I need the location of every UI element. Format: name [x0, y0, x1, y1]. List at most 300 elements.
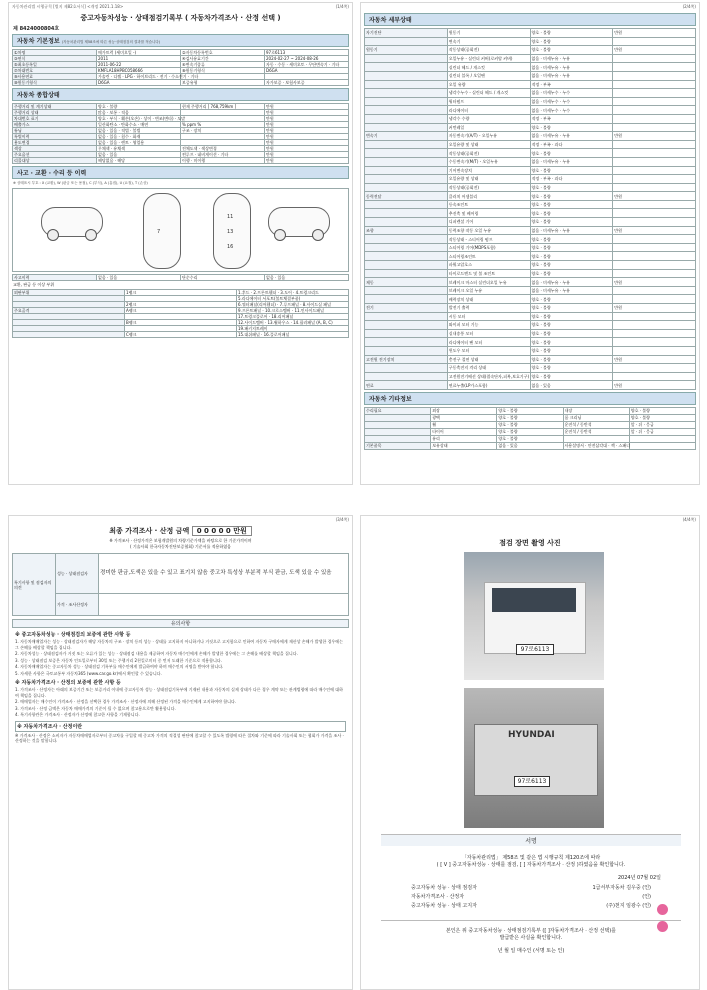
table-cell: 제동 [365, 278, 448, 287]
table-row [365, 114, 696, 123]
signature-text-1: 「자동차관리법」 제58조 및 같은 법 시행규칙 제120조에 따라 [461, 855, 601, 861]
table-cell: ④검사유효기간 [181, 56, 265, 62]
license-plate: 97로6113 [516, 644, 554, 655]
wheel-icon [274, 229, 286, 241]
table-cell[interactable]: 없음 · 있음 [265, 275, 349, 281]
table-cell[interactable]: 없음 · 있음 · 침수 · 화재 [97, 134, 181, 140]
license-plate-rear: 97로6113 [514, 776, 550, 787]
table-cell[interactable]: 일산화탄소 · 탄화수소 · 매연 [97, 122, 181, 128]
table-cell: 만원 [613, 192, 696, 201]
wheel-icon [85, 229, 97, 241]
table-row [365, 442, 696, 449]
table-cell: 특별이력 [13, 134, 97, 140]
table-cell[interactable]: 전체도색 · 색상변경 [181, 146, 265, 152]
table-cell [613, 37, 696, 46]
table-cell [613, 157, 696, 166]
table-cell: ③연식 [13, 56, 97, 62]
table-cell: 만원 [265, 116, 349, 122]
table-cell [365, 218, 448, 227]
table-cell[interactable]: 없음 · 있음 · 적법 · 불법 [97, 128, 181, 134]
table-cell[interactable]: 양호 · 불량 [530, 252, 613, 261]
table-cell [365, 89, 448, 98]
table-cell: 자동변속기(A/T) - 오일누유 [447, 132, 530, 141]
table-cell[interactable]: 양호 · 불량 [629, 414, 695, 421]
table-cell[interactable]: 많음 · 보통 · 적음 [97, 110, 181, 116]
table-cell[interactable]: 없음 · 있음 [97, 275, 181, 281]
table-cell[interactable]: 양호 · 불량 [497, 407, 563, 414]
table-row [365, 304, 696, 313]
table-cell[interactable]: 없음 · 미세누유 · 누유 [530, 71, 613, 80]
table-cell[interactable]: 양호 · 불량 [530, 346, 613, 355]
signature-role: 중고자동차 성능 · 상태 점검자 [411, 885, 477, 891]
table-cell [365, 435, 431, 442]
page2-header-right: (2/4쪽) [682, 4, 696, 9]
table-cell: 만원 [265, 104, 349, 110]
table-cell: 만원 [265, 152, 349, 158]
signature-name: 1급서부자동차 김우중 (인) [592, 885, 651, 891]
table-cell [613, 372, 696, 381]
table-cell[interactable]: 없음 · 미세누수 · 누수 [530, 89, 613, 98]
table-cell[interactable]: 없음 · 미세누수 · 누수 [530, 106, 613, 115]
table-row [365, 132, 696, 141]
opinion-label: 특기사항 및 점검자의 의견 [13, 554, 56, 616]
table-row [365, 346, 696, 355]
table-cell [365, 114, 448, 123]
opinion-text: 경미한 판금,도색은 있을 수 있고 표기치 않음 중고차 특성상 부분적 부식 판금, 도색 있을 수 있음 [99, 554, 349, 594]
table-cell [613, 106, 696, 115]
detail-state-table [364, 28, 696, 390]
table-cell[interactable]: 없음 · 미세누유 · 누유 [530, 132, 613, 141]
table-cell[interactable]: 6.쿼터패널(리어휀더) · 7.루프패널 · 8.사이드실 패널 [237, 302, 349, 308]
table-cell: 보유상태 [431, 442, 497, 449]
truck-front-photo [464, 552, 604, 680]
part-number: 13 [227, 229, 234, 235]
table-cell [365, 321, 448, 330]
table-cell[interactable]: 앞 · 뒤 · 응급 [629, 428, 695, 435]
table-cell: 튜닝 [13, 128, 97, 134]
table-cell: 작동상태(공회전) [447, 183, 530, 192]
table-cell[interactable]: 양호 · 불량 [530, 37, 613, 46]
table-cell: 전기 [365, 304, 448, 313]
table-cell[interactable]: 양호 · 불량 [530, 364, 613, 373]
table-cell[interactable]: 없음 · 미세누수 · 누수 [530, 97, 613, 106]
wheel-icon [47, 229, 59, 241]
table-cell[interactable]: 양호 · 불량 [530, 355, 613, 364]
table-cell: 기어변속장치 [447, 166, 530, 175]
final-price-title: 최종 가격조사 · 산정 금액 0 0 0 0 0 만원 [9, 526, 352, 536]
table-cell: 배력장치 상태 [447, 295, 530, 304]
table-row [365, 123, 696, 132]
table-cell[interactable]: 양호 · 불량 [530, 192, 613, 201]
table-cell [365, 209, 448, 218]
table-cell[interactable]: 썬루프 · 네비게이션 · 기타 [181, 152, 265, 158]
table-cell: C랭크 [125, 332, 237, 338]
table-cell: 구동축전지 격리 상태 [447, 364, 530, 373]
notice-item: 2. 매매업자는 매수인이 가격조사 · 산정을 선택한 경우 가격조사 · 산정자에 의해 산정된 가격을 매수인에게 고지하여야 합니다. [15, 699, 237, 704]
table-cell: 작동상태 - 스티어링 펌프 [447, 235, 530, 244]
notice-label: 유의사항 [12, 619, 349, 628]
table-cell[interactable]: 양호 · 불량 [530, 312, 613, 321]
table-cell[interactable]: 9.프론트패널 · 10.크로스멤버 · 11.인사이드패널 [237, 308, 349, 314]
signature-row [381, 901, 681, 910]
table-cell[interactable]: 양호 · 불량 [530, 218, 613, 227]
table-cell: 브레이크 오일 누유 [447, 286, 530, 295]
table-cell[interactable]: 양호 · 불량 [530, 166, 613, 175]
table-cell: 타이어 [431, 428, 497, 435]
table-cell[interactable]: 양호 · 불량 [530, 243, 613, 252]
page3-header-right: (3/4쪽) [335, 517, 349, 522]
notice1-list [9, 639, 352, 676]
signature-text-2: ( [ V ] 중고자동차성능 · 상태를 점검, [ ] 자동차가격조사 · 산정 )하였음을 확인합니다. [436, 862, 626, 868]
table-cell [365, 37, 448, 46]
table-cell [365, 183, 448, 192]
table-cell: 윈도우 모터 [447, 346, 530, 355]
table-cell: 원동기 [447, 29, 530, 38]
table-cell[interactable]: 양호 · 불량 [530, 123, 613, 132]
part-number: 16 [227, 244, 234, 250]
table-cell[interactable]: 없음 · 미세누유 · 누유 [530, 54, 613, 63]
table-cell: D6GA [265, 68, 349, 74]
table-cell[interactable]: 1.후드 · 2.프론트휀더 · 3.도어 · 4.트렁크리드 [237, 290, 349, 296]
table-cell: 와이퍼 모터 기능 [447, 321, 530, 330]
table-cell [613, 218, 696, 227]
table-cell: 만원 [613, 355, 696, 364]
table-cell [365, 149, 448, 158]
table-cell: 추진축 및 베어링 [447, 209, 530, 218]
signature-row [381, 883, 681, 892]
detail-state-header: 자동차 세부상태 [364, 13, 696, 26]
page-4 [360, 515, 700, 990]
table-cell: 차대번호 표기 [13, 116, 97, 122]
table-cell[interactable]: 양호 · 불량 [530, 235, 613, 244]
table-row [365, 261, 696, 270]
signature-name: (주)천지 임광수 (인) [606, 903, 651, 909]
car-damage-diagram [12, 188, 349, 272]
table-cell: ⑤최초등록일 [13, 62, 97, 68]
table-row [365, 218, 696, 227]
table-cell [365, 428, 431, 435]
table-cell [613, 269, 696, 278]
table-cell [365, 97, 448, 106]
table-cell[interactable]: 양호 · 불량 [530, 338, 613, 347]
table-cell[interactable]: 양호 · 불량 [530, 261, 613, 270]
page-1 [8, 2, 353, 485]
table-cell[interactable]: 자가보증 · 보험사보증 [265, 80, 349, 86]
table-row [365, 29, 696, 38]
table-row [365, 421, 696, 428]
table-row [13, 332, 349, 338]
table-cell [613, 183, 696, 192]
table-cell [613, 89, 696, 98]
photo-title: 점검 장면 촬영 사진 [499, 539, 561, 547]
table-cell: 만원 [613, 278, 696, 287]
truck-windshield [492, 588, 576, 612]
opinion-table [12, 553, 349, 616]
table-row [365, 435, 696, 442]
table-cell[interactable]: 양호 · 불량 [530, 304, 613, 313]
table-cell[interactable]: 없음 · 있음 · 렌트 · 영업용 [97, 140, 181, 146]
table-cell: 커먼레일 [447, 123, 530, 132]
table-cell[interactable]: 없음 · 미세누유 · 누유 [530, 226, 613, 235]
notice-item: 1. 가격조사 · 산정자는 아래의 보증기간 또는 보증거리 이내에 중고자동차 성능 · 상태점검기록부에 기재된 내용과 자동차의 실제 상태가 다른 경우 계약 또는 관계법령에 따라 매수인에 대하여 책임을 집니다. [15, 687, 343, 698]
notice2-title: ※ 자동차가격조사 · 산정의 보증에 관한 사항 등 [15, 680, 121, 686]
table-cell[interactable]: 자동 · 수동 · 세미오토 · 무단변속기 · 기타 [265, 62, 349, 68]
table-cell: 연료 [365, 381, 448, 390]
table-cell[interactable]: 양호 · 불량 [530, 329, 613, 338]
table-cell: 만원 [613, 46, 696, 55]
price-note: ※ 가격조사 · 산정가격은 보험개발원의 차량기준가액을 바탕으로 한 기준가격이며 [109, 538, 252, 543]
table-cell [365, 106, 448, 115]
table-cell[interactable]: 없음 · 있음 [97, 152, 181, 158]
table-cell: 오일 유량 [447, 80, 530, 89]
table-cell [613, 295, 696, 304]
table-cell: ⑩원동기형식 [13, 80, 97, 86]
part-number: 7 [157, 229, 161, 235]
table-cell [613, 235, 696, 244]
table-cell: 휠 [431, 421, 497, 428]
receipt-text: 본인은 위 중고자동차성능 · 상태점검기록부 ([ ]자동차가격조사 · 산정 선택)를 [381, 920, 681, 934]
table-cell [613, 286, 696, 295]
table-cell: 19.패키지트레이 [237, 326, 349, 332]
table-row [365, 243, 696, 252]
notice1-title: ※ 중고자동차성능 · 상태점검의 보증에 관한 사항 등 [15, 632, 131, 638]
table-cell: 만원 [265, 146, 349, 152]
table-row [365, 46, 696, 55]
table-row [365, 226, 696, 235]
table-cell[interactable]: 구조 · 장치 [181, 128, 265, 134]
table-cell: 1랭크 [125, 290, 237, 296]
table-cell[interactable]: 양호 · 불량 [530, 269, 613, 278]
table-cell: 만원 [613, 381, 696, 390]
table-cell [365, 54, 448, 63]
table-cell[interactable]: 없음 · 있음 [530, 381, 613, 390]
table-cell: 수동변속기(M/T) - 오일누유 [447, 157, 530, 166]
table-cell[interactable]: 17.트렁크플로어 · 18.리어패널 [237, 314, 349, 320]
table-row [365, 235, 696, 244]
table-cell[interactable]: 양호 · 불량 [497, 435, 563, 442]
opinion-appraiser-label: 가격 · 조사산정자 [56, 594, 99, 616]
table-cell [365, 295, 448, 304]
table-cell[interactable]: 적정 · 부족 · 과다 [530, 140, 613, 149]
table-cell [365, 157, 448, 166]
table-row [13, 80, 349, 86]
table-cell: 5.라디에이터 서포트(볼트체결부품) [237, 296, 349, 302]
table-cell [613, 71, 696, 80]
signature-section [381, 834, 681, 954]
table-cell: 주요옵션 [13, 152, 97, 158]
table-cell [613, 175, 696, 184]
table-cell[interactable]: 없음 · 미세누유 · 누유 [530, 157, 613, 166]
table-cell: 오일유량 및 상태 [447, 140, 530, 149]
table-cell: 만원 [265, 158, 349, 164]
record-number: 제 8424000804호 [13, 26, 60, 32]
table-cell [365, 421, 431, 428]
table-cell: 만원 [265, 140, 349, 146]
notice3-title: ※ 자동차가격조사 · 산정이란 [15, 721, 346, 732]
table-cell[interactable]: 12.사이드멤버 · 13.휠하우스 · 14.필러패널 (A, B, C) [237, 320, 349, 326]
notice3-text: ※ 가격조사 · 산정은 소비자가 자동차매매업자로부터 중고차를 구입할 때 중고차 가격의 적절성 판단에 참고할 수 있도록 법령에 따른 절차와 기준에 따라 기술사회 또는 협회가 가격을 조사 · 산정하는 것을 말합니다. [15, 732, 344, 743]
table-cell[interactable]: 무채색 · 유채색 [97, 146, 181, 152]
table-cell[interactable]: 적정 · 부족 · 과다 [530, 175, 613, 184]
table-cell: 룸 크리닝 [563, 414, 629, 421]
table-row [365, 166, 696, 175]
table-cell [613, 321, 696, 330]
table-cell [365, 71, 448, 80]
table-row [365, 89, 696, 98]
table-cell: 타이로드엔드 및 볼 조인트 [447, 269, 530, 278]
signature-role: 중고자동차 성능 · 상태 고지자 [411, 903, 477, 909]
table-row [365, 200, 696, 209]
table-cell [365, 372, 448, 381]
table-cell[interactable]: 없음 · 미세누유 · 누유 [530, 278, 613, 287]
table-cell[interactable]: 양호 · 불량 [530, 29, 613, 38]
table-cell[interactable]: 양호 · 불량 [530, 321, 613, 330]
table-cell: 보증유형 [181, 80, 265, 86]
table-cell: 시동 모터 [447, 312, 530, 321]
table-row [365, 209, 696, 218]
table-cell[interactable]: 가솔린 · 디젤 · LPG · 하이브리드 · 전기 · 수소전기 · 기타 [98, 74, 199, 79]
page4-header-right: (4/4쪽) [682, 517, 696, 522]
frame-title: 교환, 판금 등 이상 부위 [13, 282, 55, 287]
table-cell[interactable]: 양호 · 불량 [497, 428, 563, 435]
page-3 [8, 515, 353, 990]
table-cell: 외장 [431, 407, 497, 414]
table-cell[interactable]: 15.대쉬패널 · 16.플로어패널 [237, 332, 349, 338]
basic-info-header: 자동차 기본정보 (자동차관리법 제58조에 따른 성능·상태점검의 결과를 적습니다) [12, 34, 349, 47]
table-cell: 주요골격 [13, 308, 125, 314]
notice-item: 1. 자동차매매업자는 성능 · 상태점검자가 해당 자동차의 구조 · 장치 등의 성능 · 상태를 고지하지 아니하거나 거짓으로 고지함으로 인하여 자동차 구매자에게 재산상 손해가 발생한 경우에는 그 손해를 배상할 책임을 집니다. [15, 639, 343, 650]
table-cell[interactable]: 이행 · 미이행 [181, 158, 265, 164]
table-cell[interactable]: 양호 · 불량 [530, 183, 613, 192]
table-cell[interactable]: 없음 · 미세누유 · 누유 [530, 63, 613, 72]
table-row [365, 37, 696, 46]
table-cell: 용도변경 [13, 140, 97, 146]
overall-state-header: 자동차 종합상태 [12, 88, 349, 101]
table-cell [365, 140, 448, 149]
table-cell [365, 261, 448, 270]
table-cell[interactable]: 적정 · 부족 [530, 80, 613, 89]
table-cell[interactable]: 양호 · 불량 [530, 149, 613, 158]
table-cell [613, 312, 696, 321]
table-cell: 2024-02-27 ~ 2024-08-26 [265, 56, 349, 62]
table-cell: 내장 [563, 407, 629, 414]
table-cell [613, 338, 696, 347]
table-cell: D6GA [97, 80, 181, 86]
table-cell [613, 209, 696, 218]
table-row [365, 175, 696, 184]
table-cell: 라디에이터 [447, 106, 530, 115]
table-cell[interactable]: 양호 · 불량 [497, 414, 563, 421]
table-cell[interactable]: 양호 · 불량 [530, 295, 613, 304]
table-cell: 만원 [265, 128, 349, 134]
table-cell [613, 243, 696, 252]
table-cell[interactable]: 양호 · 불량 [97, 104, 181, 110]
table-cell [613, 329, 696, 338]
table-cell[interactable]: 없음 · 있음 [497, 442, 563, 449]
table-row [13, 158, 349, 164]
table-cell [365, 329, 448, 338]
final-price-amount: 0 0 0 0 0 만원 [192, 526, 252, 536]
table-row [365, 381, 696, 390]
other-info-header: 자동차 기타정보 [364, 392, 696, 405]
table-cell: 작동상태(공회전) [447, 46, 530, 55]
table-cell: 동력조향 작동 오일 누유 [447, 226, 530, 235]
table-cell[interactable]: 양호 · 불량 [530, 209, 613, 218]
table-cell[interactable]: 양호 · 불량 [629, 407, 695, 414]
table-row [365, 140, 696, 149]
page1-title: 중고자동차성능 · 상태점검기록부 ( 자동차가격조사 · 산정 선택 ) [80, 14, 281, 22]
table-cell: 리콜대상 [13, 158, 97, 164]
table-cell [365, 175, 448, 184]
table-cell[interactable]: 양호 · 불량 [530, 46, 613, 55]
table-row [365, 97, 696, 106]
table-cell: 만원 [613, 226, 696, 235]
table-cell [629, 442, 695, 449]
table-cell [365, 252, 448, 261]
table-cell[interactable]: 사용설명서 · 안전삼각대 · 잭 · 스패너 [564, 443, 631, 449]
basic-info-table [12, 49, 349, 86]
table-cell: 운전석 / 동반석 [563, 421, 629, 428]
table-cell[interactable]: 양호 · 불량 [497, 421, 563, 428]
table-cell [365, 166, 448, 175]
table-row [13, 275, 349, 281]
table-cell [365, 312, 448, 321]
table-cell: 만원 [613, 304, 696, 313]
overall-state-table [12, 103, 349, 164]
table-cell: 등속조인트 [447, 200, 530, 209]
table-cell: 실린더 헤드 / 개스킷 [447, 63, 530, 72]
table-row [365, 54, 696, 63]
signature-rows [381, 883, 681, 910]
seal-stamp [657, 921, 668, 932]
table-row [365, 321, 696, 330]
table-cell: 메가트럭 (세미오일 -) [97, 50, 181, 56]
seal-stamp [657, 904, 668, 915]
table-cell[interactable]: 적정 · 부족 [530, 114, 613, 123]
table-cell: 발전기 출력 [447, 304, 530, 313]
table-cell: 자기진단 [365, 29, 448, 38]
table-row [365, 183, 696, 192]
table-row [365, 149, 696, 158]
table-cell [613, 63, 696, 72]
table-cell: ②자동차등록번호 [181, 50, 265, 56]
table-cell: 디퍼렌셜 기어 [447, 218, 530, 227]
table-cell[interactable]: 없음 · 미세누유 · 누유 [530, 286, 613, 295]
truck-brand-text: HYUNDAI [508, 730, 555, 740]
table-cell [613, 123, 696, 132]
page1-header-left: 자동차관리법 시행규칙 [별지 제82호서식] <개정 2021.1.18> [12, 4, 124, 9]
table-cell[interactable]: 양호 · 불량 [530, 200, 613, 209]
table-cell: 고전원 전기장치 [365, 355, 448, 364]
table-cell[interactable]: 해당없음 · 해당 [97, 158, 181, 164]
table-cell [613, 166, 696, 175]
table-row [365, 192, 696, 201]
table-cell[interactable]: 양호 · 불량 [530, 372, 613, 381]
notice-item: 3. 성능 · 상태점검 보증은 자동차 인도일로부터 30일 또는 주행거리 2천킬로미터 중 먼저 도래한 기준으로 적용합니다. [15, 657, 222, 663]
table-cell[interactable]: 양호 · 부식 · 훼손(오손) · 상이 · 변조(변타) · 도말 [98, 116, 186, 121]
table-cell: 파워고압호스 [447, 261, 530, 270]
table-cell [613, 364, 696, 373]
table-row [365, 329, 696, 338]
table-cell[interactable]: 앞 · 뒤 · 응급 [629, 421, 695, 428]
table-cell: 기본품목 [365, 442, 431, 449]
table-cell: 만원 [613, 132, 696, 141]
table-row [365, 295, 696, 304]
table-cell [365, 364, 448, 373]
notice-item: 4. 자동차매매업자는 중고자동차 성능 · 상태점검 기록부를 매수인에게 발급하여야 하며 매수인의 서명을 받아야 합니다. [15, 664, 224, 669]
page1-header-right: (1/4쪽) [335, 4, 349, 9]
table-cell: 주행거리 상태 [13, 110, 97, 116]
